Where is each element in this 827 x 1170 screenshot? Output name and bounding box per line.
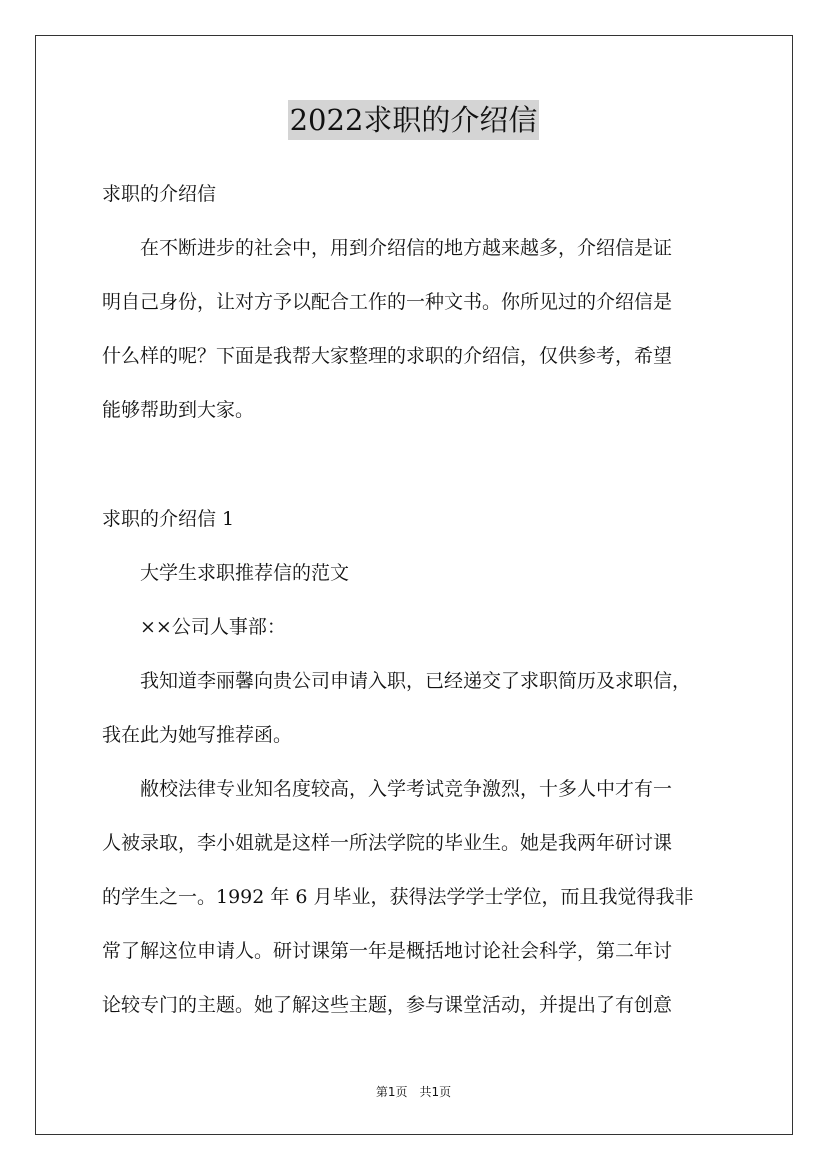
paragraph-line: 明自己身份，让对方予以配合工作的一种文书。你所见过的介绍信是 (102, 291, 673, 313)
paragraph-line: 人被录取，李小姐就是这样一所法学院的毕业生。她是我两年研讨课 (102, 832, 673, 854)
paragraph-line: 常了解这位申请人。研讨课第一年是概括地讨论社会科学，第二年讨 (102, 940, 673, 962)
paragraph-line: 能够帮助到大家。 (102, 399, 255, 421)
paragraph-line: 我在此为她写推荐函。 (102, 724, 293, 746)
paragraph-line: 大学生求职推荐信的范文 (102, 562, 350, 584)
paragraph-line: 敝校法律专业知名度较高，入学考试竞争激烈，十多人中才有一 (102, 778, 673, 800)
section-heading: 求职的介绍信 (102, 183, 217, 205)
section-heading: 求职的介绍信 1 (102, 508, 235, 530)
paragraph-line: 我知道李丽馨向贵公司申请入职，已经递交了求职简历及求职信， (102, 670, 692, 692)
paragraph-line: 什么样的呢？下面是我帮大家整理的求职的介绍信，仅供参考，希望 (102, 345, 673, 367)
paragraph-line: 的学生之一。1992 年 6 月毕业，获得法学学士学位，而且我觉得我非 (102, 886, 694, 908)
paragraph-line: ××公司人事部： (102, 616, 286, 638)
document-title: 2022求职的介绍信 (288, 100, 540, 140)
page-footer: 第1页 共1页 (375, 1085, 452, 1099)
paragraph-line: 在不断进步的社会中，用到介绍信的地方越来越多，介绍信是证 (102, 237, 673, 259)
paragraph-line: 论较专门的主题。她了解这些主题，参与课堂活动，并提出了有创意 (102, 994, 673, 1016)
title-container (0, 100, 827, 140)
